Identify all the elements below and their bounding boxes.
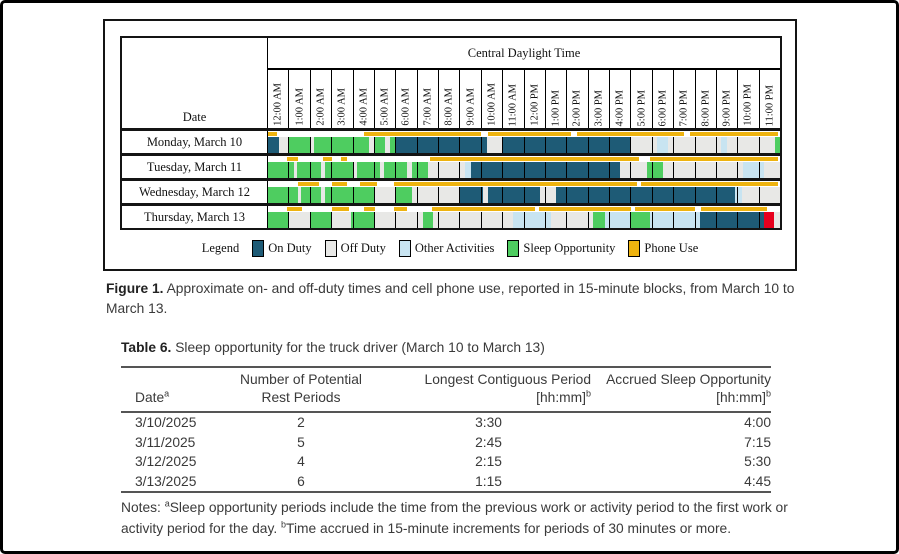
- date-label: Thursday, March 13: [122, 206, 268, 228]
- activity-segment-offduty: [551, 212, 594, 228]
- activity-segment-offduty: [727, 137, 775, 153]
- legend-item-phone: [628, 240, 698, 257]
- phone-use-segment: [701, 207, 767, 211]
- table-cell: 3/11/2025: [135, 434, 196, 450]
- legend-label: Sleep Opportunity: [523, 241, 616, 255]
- segment-area: [268, 187, 780, 203]
- activity-segment-offduty: [289, 212, 310, 228]
- hour-column: [481, 70, 502, 128]
- phone-use-segment: [341, 157, 347, 161]
- activity-segment-offduty: [433, 212, 513, 228]
- legend-swatch-phone: [628, 240, 640, 257]
- day-row-2: [122, 178, 780, 203]
- activity-segment-offduty: [631, 137, 658, 153]
- table-cell: 3/12/2025: [135, 454, 197, 470]
- hour-column: [310, 70, 331, 128]
- activity-segment-offduty: [774, 212, 780, 228]
- column-header: Longest Contiguous Period [hh:mm]$^b$: [424, 372, 591, 406]
- table-cell: 2: [297, 415, 305, 431]
- hour-column: [417, 70, 438, 128]
- activity-segment-offduty: [663, 162, 743, 178]
- time-label: 8:00 AM: [443, 88, 455, 126]
- phone-use-segment: [332, 207, 349, 211]
- time-label: 4:00 AM: [358, 88, 370, 126]
- time-label: 6:00 AM: [400, 88, 412, 126]
- phone-use-segment: [364, 132, 481, 136]
- phone-use-segment: [577, 132, 684, 136]
- phone-use-segment: [690, 132, 777, 136]
- table-cell: 4:00: [744, 415, 771, 431]
- activity-segment-sleep: [357, 162, 380, 178]
- table-cell: 5:30: [744, 454, 771, 470]
- activity-segment-offduty: [332, 212, 351, 228]
- phone-use-segment: [332, 182, 347, 186]
- activity-segment-sleep: [647, 162, 663, 178]
- activity-segment-other: [513, 212, 550, 228]
- hour-column: [502, 70, 523, 128]
- time-header: [268, 38, 780, 128]
- table-cell: 4:45: [744, 473, 771, 489]
- table-notes: Notes: $^a$Sleep opportunity periods include the time from the previous work or activity period to the first work or activity period for the day. $^b$Time accrued in 15-minute increments for periods of 30 minutes or more.: [121, 498, 788, 537]
- time-label: 2:00 PM: [571, 89, 583, 126]
- time-label: 12:00 PM: [529, 84, 541, 126]
- activity-segment-other: [657, 137, 668, 153]
- column-header: Number of Potential Rest Periods: [240, 372, 362, 406]
- activity-segment-sleep: [289, 137, 310, 153]
- time-label: 4:00 PM: [614, 89, 626, 126]
- legend-label: On Duty: [268, 241, 312, 255]
- activity-segment-sleep: [631, 212, 650, 228]
- activity-segment-onduty: [488, 187, 540, 203]
- hour-column: [331, 70, 352, 128]
- legend-item-other: [399, 240, 495, 257]
- time-label: 12:00 AM: [272, 83, 284, 126]
- activity-segment-offduty: [412, 187, 460, 203]
- date-label: Tuesday, March 11: [122, 156, 268, 178]
- day-row-3: [122, 203, 780, 228]
- legend-item-sleep: [507, 240, 615, 257]
- figure-caption: [106, 279, 800, 319]
- table-cell: 2:15: [475, 454, 502, 470]
- time-label: 3:00 PM: [593, 89, 605, 126]
- figure-caption-label: Figure 1.: [106, 281, 164, 296]
- legend-label: Other Activities: [414, 241, 495, 255]
- hour-column: [524, 70, 545, 128]
- date-column-header: [122, 38, 268, 128]
- date-label: Wednesday, March 12: [122, 181, 268, 203]
- time-label: 3:00 AM: [336, 88, 348, 126]
- hour-column: [652, 70, 673, 128]
- column-header: Accrued Sleep Opportunity [hh:mm]$^b$: [606, 372, 771, 406]
- activity-segment-onduty: [268, 137, 279, 153]
- activity-segment-sleep: [268, 187, 298, 203]
- table-cell: 1:15: [475, 473, 502, 489]
- activity-segment-sleep: [412, 162, 428, 178]
- time-label: 1:00 AM: [294, 88, 306, 126]
- hour-column: [353, 70, 374, 128]
- hour-column: [759, 70, 780, 128]
- activity-segment-other: [743, 162, 764, 178]
- hour-column: [459, 70, 480, 128]
- activity-segment-event: [764, 212, 774, 228]
- time-label: 6:00 PM: [657, 89, 669, 126]
- table-body: [121, 412, 771, 492]
- activity-segment-sleep: [297, 162, 322, 178]
- duty-status-grid: [120, 36, 782, 230]
- hour-column: [630, 70, 651, 128]
- hour-column: [438, 70, 459, 128]
- time-label: 10:00 PM: [742, 84, 754, 126]
- activity-segment-offduty: [487, 137, 503, 153]
- activity-segment-offduty: [279, 137, 290, 153]
- column-header: Date$^a$: [135, 388, 170, 406]
- time-label: 2:00 AM: [315, 88, 327, 126]
- table-cell: 6: [297, 473, 305, 489]
- activity-segment-sleep: [311, 212, 332, 228]
- phone-use-segment: [394, 207, 407, 211]
- phone-use-segment: [650, 157, 778, 161]
- table-row: [121, 452, 771, 472]
- time-label: 5:00 AM: [379, 88, 391, 126]
- activity-segment-offduty: [668, 137, 721, 153]
- legend-item-offduty: [325, 240, 386, 257]
- time-label: 5:00 PM: [636, 89, 648, 126]
- hour-labels-row: [268, 70, 780, 128]
- phone-use-segment: [298, 182, 319, 186]
- activity-segment-sleep: [325, 187, 375, 203]
- day-row-0: [122, 128, 780, 153]
- hour-column: [673, 70, 694, 128]
- legend-label: Phone Use: [644, 241, 699, 255]
- phone-use-segment: [635, 207, 695, 211]
- legend-title: Legend: [201, 241, 240, 255]
- time-label: 8:00 PM: [700, 89, 712, 126]
- activity-segment-sleep: [301, 187, 321, 203]
- activity-segment-sleep: [775, 137, 780, 153]
- activity-segment-sleep: [375, 137, 386, 153]
- timezone-label: Central Daylight Time: [268, 38, 780, 70]
- phone-use-segment: [432, 207, 534, 211]
- day-row-1: [122, 153, 780, 178]
- table-caption-label: Table 6.: [121, 340, 172, 355]
- table-row: [121, 412, 771, 433]
- time-label: 11:00 PM: [764, 84, 776, 126]
- phone-use-segment: [430, 157, 639, 161]
- activity-segment-offduty: [764, 162, 780, 178]
- activity-track: [268, 206, 780, 228]
- time-label: 9:00 AM: [465, 88, 477, 126]
- phone-use-segment: [287, 157, 298, 161]
- hour-column: [609, 70, 630, 128]
- activity-segment-sleep: [396, 187, 412, 203]
- time-label: 1:00 PM: [550, 89, 562, 126]
- hour-column: [288, 70, 309, 128]
- time-label: 7:00 AM: [422, 88, 434, 126]
- hour-column: [695, 70, 716, 128]
- activity-segment-sleep: [314, 137, 369, 153]
- table-caption: [121, 340, 795, 355]
- activity-segment-offduty: [375, 212, 423, 228]
- activity-segment-offduty: [620, 162, 647, 178]
- day-rows: [122, 128, 780, 228]
- hour-column: [716, 70, 737, 128]
- phone-use-segment: [641, 182, 778, 186]
- activity-segment-sleep: [423, 212, 434, 228]
- phone-use-segment: [360, 182, 377, 186]
- activity-segment-sleep: [593, 212, 605, 228]
- phone-use-segment: [364, 207, 375, 211]
- table-cell: 3/13/2025: [135, 473, 197, 489]
- date-header-label: Date: [182, 110, 207, 124]
- hour-column: [566, 70, 587, 128]
- chart-header: [122, 38, 780, 128]
- hour-column: [395, 70, 416, 128]
- time-label: 9:00 PM: [721, 89, 733, 126]
- activity-segment-offduty: [540, 187, 556, 203]
- hour-column: [737, 70, 758, 128]
- legend-swatch-sleep: [507, 240, 519, 257]
- table-row: [121, 472, 771, 493]
- activity-track: [268, 181, 780, 203]
- table6-section: [121, 340, 795, 540]
- activity-segment-offduty: [375, 187, 396, 203]
- figure1-chart: [103, 19, 797, 271]
- time-label: 7:00 PM: [678, 89, 690, 126]
- activity-segment-other: [650, 212, 700, 228]
- activity-segment-onduty: [503, 137, 631, 153]
- legend-swatch-onduty: [252, 240, 264, 257]
- activity-segment-onduty: [460, 187, 483, 203]
- table-cell: 7:15: [744, 434, 771, 450]
- phone-use-segment: [287, 207, 302, 211]
- legend-swatch-other: [399, 240, 411, 257]
- table-cell: 4: [297, 454, 305, 470]
- activity-segment-onduty: [396, 137, 487, 153]
- segment-area: [268, 162, 780, 178]
- activity-segment-offduty: [742, 187, 780, 203]
- activity-segment-onduty: [700, 212, 764, 228]
- legend: [105, 240, 795, 257]
- hour-column: [545, 70, 566, 128]
- activity-track: [268, 156, 780, 178]
- table-cell: 3:30: [475, 415, 502, 431]
- phone-use-segment: [539, 207, 631, 211]
- activity-segment-sleep: [384, 162, 406, 178]
- phone-use-segment: [323, 157, 332, 161]
- legend-swatch-offduty: [325, 240, 337, 257]
- legend-label: Off Duty: [340, 241, 386, 255]
- table-header: [121, 367, 771, 412]
- table-row: [121, 433, 771, 453]
- time-label: 10:00 AM: [486, 83, 498, 126]
- segment-area: [268, 137, 780, 153]
- activity-segment-onduty: [471, 162, 620, 178]
- hour-column: [374, 70, 395, 128]
- table-cell: 3/10/2025: [135, 415, 197, 431]
- table-cell: 2:45: [475, 434, 502, 450]
- activity-segment-sleep: [268, 162, 294, 178]
- phone-use-segment: [488, 132, 571, 136]
- hour-column: [268, 70, 288, 128]
- sleep-opportunity-table: [121, 366, 771, 493]
- date-label: Monday, March 10: [122, 131, 268, 153]
- activity-segment-sleep: [268, 212, 289, 228]
- figure-caption-text: Approximate on- and off-duty times and cell phone use, reported in 15-minute blocks, from March 10 to March 13.: [106, 281, 795, 316]
- hour-column: [588, 70, 609, 128]
- activity-track: [268, 131, 780, 153]
- segment-area: [268, 212, 780, 228]
- table-caption-text: Sleep opportunity for the truck driver (March 10 to March 13): [171, 340, 545, 355]
- phone-use-segment: [268, 132, 277, 136]
- table-cell: 5: [297, 434, 305, 450]
- activity-segment-offduty: [428, 162, 465, 178]
- activity-segment-sleep: [325, 162, 354, 178]
- time-label: 11:00 AM: [507, 83, 519, 126]
- activity-segment-other: [605, 212, 631, 228]
- activity-segment-onduty: [556, 187, 735, 203]
- activity-segment-sleep: [351, 212, 374, 228]
- phone-use-segment: [394, 182, 637, 186]
- legend-item-onduty: [252, 240, 311, 257]
